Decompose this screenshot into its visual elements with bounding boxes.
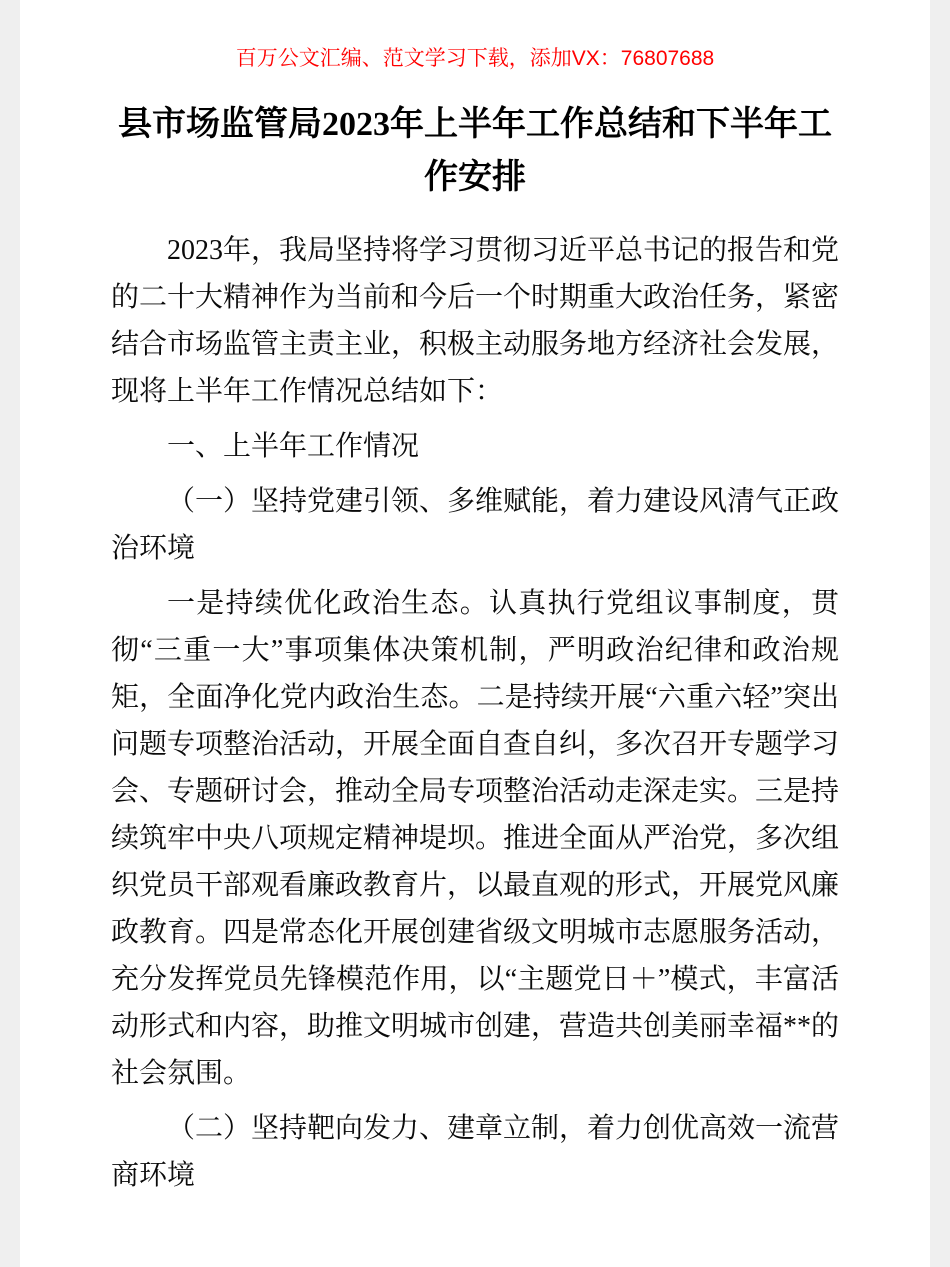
- paragraph: 2023年，我局坚持将学习贯彻习近平总书记的报告和党的二十大精神作为当前和今后一个时期重大政治任务，紧密结合市场监管主责主业，积极主动服务地方经济社会发展，现将上半年工作情况总结如下：: [111, 234, 840, 407]
- paragraph: （二）坚持靶向发力、建章立制，着力创优高效一流营商环境: [111, 1112, 840, 1191]
- paragraph: 一、上半年工作情况: [167, 430, 420, 462]
- paragraph: 一是持续优化政治生态。认真执行党组议事制度，贯彻“三重一大”事项集体决策机制，严明政治纪律和政治规矩，全面净化党内政治生态。二是持续开展“六重六轻”突出问题专项整治活动，开展全面自查自纠，多次召开专题学习会、专题研讨会，推动全局专项整治活动走深走实。三是持续筑牢中央八项规定精神堤坝。推进全面从严治党，多次组织党员干部观看廉政教育片，以最直观的形式，开展党风廉政教育。四是常态化开展创建省级文明城市志愿服务活动，充分发挥党员先锋模范作用，以“主题党日＋”模式，丰富活动形式和内容，助推文明城市创建，营造共创美丽幸福**的社会氛围。: [111, 587, 840, 1089]
- paragraph: （一）坚持党建引领、多维赋能，着力建设风清气正政治环境: [111, 485, 840, 564]
- watermark-notice: 百万公文汇编、范文学习下载，添加VX：76807688: [235, 47, 715, 70]
- document-title: 县市场监管局2023年上半年工作总结和下半年工作安排: [118, 106, 832, 196]
- document-page: [20, 0, 930, 1267]
- document-body: [111, 227, 839, 1199]
